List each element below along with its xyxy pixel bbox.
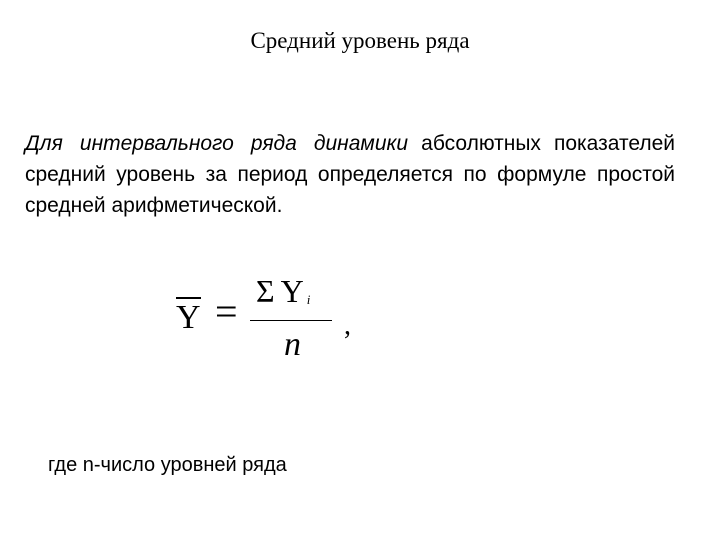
formula-denominator: n xyxy=(284,326,301,363)
definition-paragraph xyxy=(25,128,675,221)
definition-text: абсолютных показателей средний уровень за период определяется по формуле простой средней арифметической. xyxy=(25,132,675,217)
formula-numerator xyxy=(256,274,310,317)
formula-equals-sign: = xyxy=(215,289,238,334)
formula-subscript: i xyxy=(306,292,311,307)
definition-italic-phrase: Для интервального ряда динамики xyxy=(25,132,409,155)
footnote: где n-число уровней ряда xyxy=(48,454,287,476)
sigma-icon: Σ xyxy=(256,273,275,309)
formula-comma: , xyxy=(344,310,351,341)
formula-y-bar: Y xyxy=(176,299,201,336)
fraction-line xyxy=(250,320,332,321)
mean-level-formula xyxy=(170,268,370,378)
formula-numerator-symbol: Y xyxy=(280,273,304,309)
slide-title: Средний уровень ряда xyxy=(250,28,470,53)
